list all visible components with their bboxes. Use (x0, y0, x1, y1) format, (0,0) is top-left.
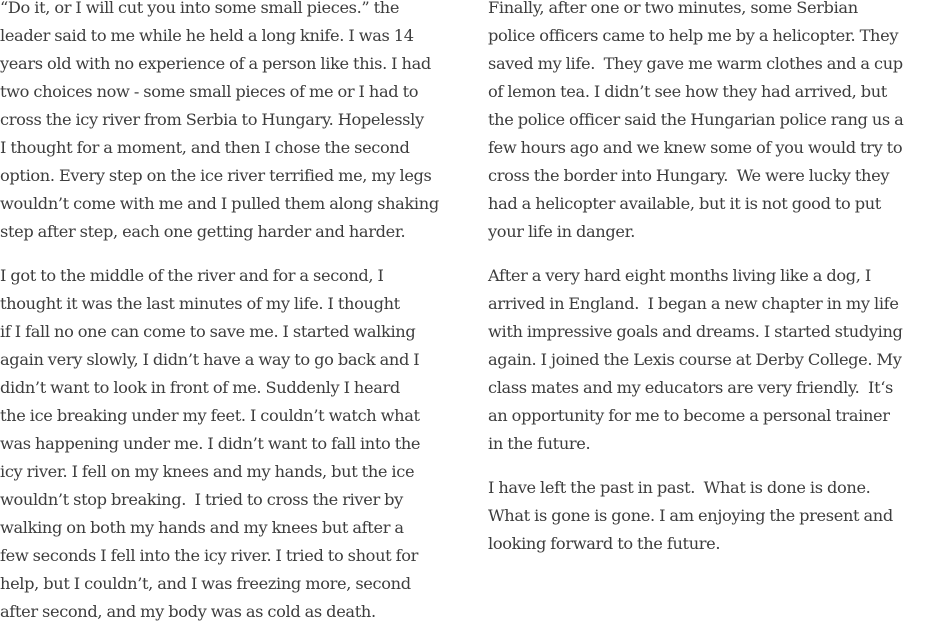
paragraph (488, 262, 934, 458)
text-line: saved my life. They gave me warm clothes and a cup (488, 54, 903, 73)
text-line: the ice breaking under my feet. I couldn’t watch what (0, 406, 420, 425)
text-line: an opportunity for me to become a personal trainer (488, 406, 890, 425)
text-line: What is gone is gone. I am enjoying the present and (488, 506, 893, 525)
text-line: two choices now - some small pieces of me or I had to (0, 82, 419, 101)
text-line: had a helicopter available, but it is not good to put (488, 194, 881, 213)
left-column (0, 0, 458, 642)
text-line: few hours ago and we knew some of you would try to (488, 138, 903, 157)
text-line: if I fall no one can come to save me. I started walking (0, 322, 416, 341)
text-line: your life in danger. (488, 222, 636, 241)
text-line: the police officer said the Hungarian police rang us a (488, 110, 904, 129)
text-line: thought it was the last minutes of my life. I thought (0, 294, 400, 313)
text-line: step after step, each one getting harder and harder. (0, 222, 406, 241)
text-line: arrived in England. I began a new chapter in my life (488, 294, 899, 313)
text-line: again. I joined the Lexis course at Derby College. My (488, 350, 902, 369)
text-line: I have left the past in past. What is done is done. (488, 478, 871, 497)
right-column (488, 0, 934, 574)
paragraph (488, 0, 934, 246)
text-line: I got to the middle of the river and for a second, I (0, 266, 384, 285)
text-line: help, but I couldn’t, and I was freezing more, second (0, 574, 411, 593)
text-line: class mates and my educators are very friendly. It‘s (488, 378, 893, 397)
text-line: option. Every step on the ice river terrified me, my legs (0, 166, 432, 185)
text-line: cross the border into Hungary. We were lucky they (488, 166, 890, 185)
text-line: “Do it, or I will cut you into some small pieces.” the (0, 0, 400, 17)
text-line: years old with no experience of a person like this. I had (0, 54, 431, 73)
paragraph (0, 0, 458, 246)
text-line: with impressive goals and dreams. I started studying (488, 322, 903, 341)
text-line: after second, and my body was as cold as death. (0, 602, 376, 621)
text-line: I thought for a moment, and then I chose the second (0, 138, 410, 157)
text-line: looking forward to the future. (488, 534, 721, 553)
text-line: icy river. I fell on my knees and my hands, but the ice (0, 462, 415, 481)
text-line: few seconds I fell into the icy river. I tried to shout for (0, 546, 419, 565)
text-line: in the future. (488, 434, 591, 453)
paragraph (0, 262, 458, 626)
paragraph (488, 474, 934, 558)
text-line: After a very hard eight months living like a dog, I (488, 266, 871, 285)
text-line: again very slowly, I didn’t have a way to go back and I (0, 350, 420, 369)
text-line: wouldn’t come with me and I pulled them along shaking (0, 194, 439, 213)
text-line: of lemon tea. I didn’t see how they had arrived, but (488, 82, 887, 101)
text-line: Finally, after one or two minutes, some Serbian (488, 0, 858, 17)
text-line: cross the icy river from Serbia to Hungary. Hopelessly (0, 110, 424, 129)
text-line: didn’t want to look in front of me. Suddenly I heard (0, 378, 400, 397)
text-line: walking on both my hands and my knees but after a (0, 518, 404, 537)
text-line: leader said to me while he held a long knife. I was 14 (0, 26, 414, 45)
text-line: police officers came to help me by a helicopter. They (488, 26, 899, 45)
text-line: wouldn’t stop breaking. I tried to cross the river by (0, 490, 403, 509)
text-line: was happening under me. I didn’t want to fall into the (0, 434, 421, 453)
